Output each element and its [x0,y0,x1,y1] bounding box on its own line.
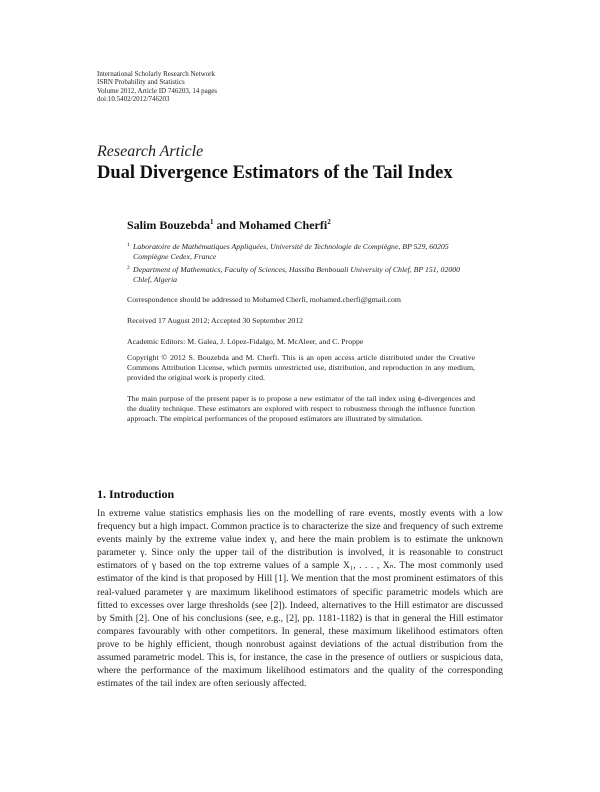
correspondence: Correspondence should be addressed to Mohamed Cherfi, mohamed.cherfi@gmail.com [127,295,401,304]
author-list [127,218,331,233]
affiliation-text: Laboratoire de Mathématiques Appliquées, Université de Technologie de Compiègne, BP 529, 60205 Compiègne Cedex, France [133,242,449,261]
affiliation [127,242,475,262]
author-name: Mohamed Cherfi [238,218,328,232]
dates: Received 17 August 2012; Accepted 30 September 2012 [127,316,304,325]
journal-header [97,70,217,103]
journal-publisher: International Scholarly Research Network [97,70,215,78]
author-name: Salim Bouzebda [127,218,211,232]
journal-volume: Volume 2012, Article ID 746203, 14 pages [97,86,218,95]
section-paragraph: In extreme value statistics emphasis lies on the modelling of rare events, mostly events with a low frequency but a high impact. Common practice is to characterize the size and frequency of such extreme events mainly by the extreme value index γ, and here the main problem is to estimate the unknown parameter γ. Since only the upper tail of the distribution is involved, it is reasonable to construct estimators of γ based on the top extreme values of a sample X₁, . . . , Xₙ. The most commonly used estimator of the kind is that proposed by Hill [1]. We mention that the most prominent estimators of this real-valued parameter γ are maximum likelihood estimators of specific parametric models which are fitted to excesses over large thresholds (see [2]). Indeed, alternatives to the Hill estimator are discussed by Smith [2]. One of his conclusions (see, e.g., [2], pp. 1181-1182) is that in general the Hill estimator compares favourably with other competitors. In general, these maximum likelihood estimators often prove to be highly efficient, though nonrobust against deviations of the actual distribution from the assumed parametric model. This is, for instance, the case in the presence of outliers or suspicious data, where the performance of the maximum likelihood estimators and the quality of the corresponding estimates of the tail index are often seriously affected. [97,508,503,690]
copyright: Copyright © 2012 S. Bouzebda and M. Cherfi. This is an open access article distributed under the Creative Commons Attribution License, which permits unrestricted use, distribution, and reproduction in any medium, provided the original work is properly cited. [127,353,475,382]
journal-name: ISRN Probability and Statistics [97,78,185,87]
affiliation-list [127,242,475,285]
author-sup: 1 [210,218,214,226]
affiliation [127,265,475,285]
affiliation-number: 2 [127,265,130,271]
author-sup: 2 [327,218,331,226]
author-connector: and [213,218,239,232]
paper-title: Dual Divergence Estimators of the Tail Index [97,163,453,183]
affiliation-number: 1 [127,242,130,248]
section-heading: 1. Introduction [97,487,175,501]
affiliation-text: Department of Mathematics, Faculty of Sciences, Hassiba Benbouali University of Chlef, BP 151, 02000 Chlef, Algeria [133,265,461,284]
article-type: Research Article [97,143,204,160]
journal-doi: doi:10.5402/2012/746203 [97,94,170,103]
abstract: The main purpose of the present paper is to propose a new estimator of the tail index using ϕ-divergences and the duality technique. These estimators are explored with respect to robustness through the influence function approach. The empirical performances of the proposed estimators are illustrated by simulation. [127,394,475,423]
academic-editors: Academic Editors: M. Galea, J. López-Fidalgo, M. McAleer, and C. Proppe [127,337,364,346]
